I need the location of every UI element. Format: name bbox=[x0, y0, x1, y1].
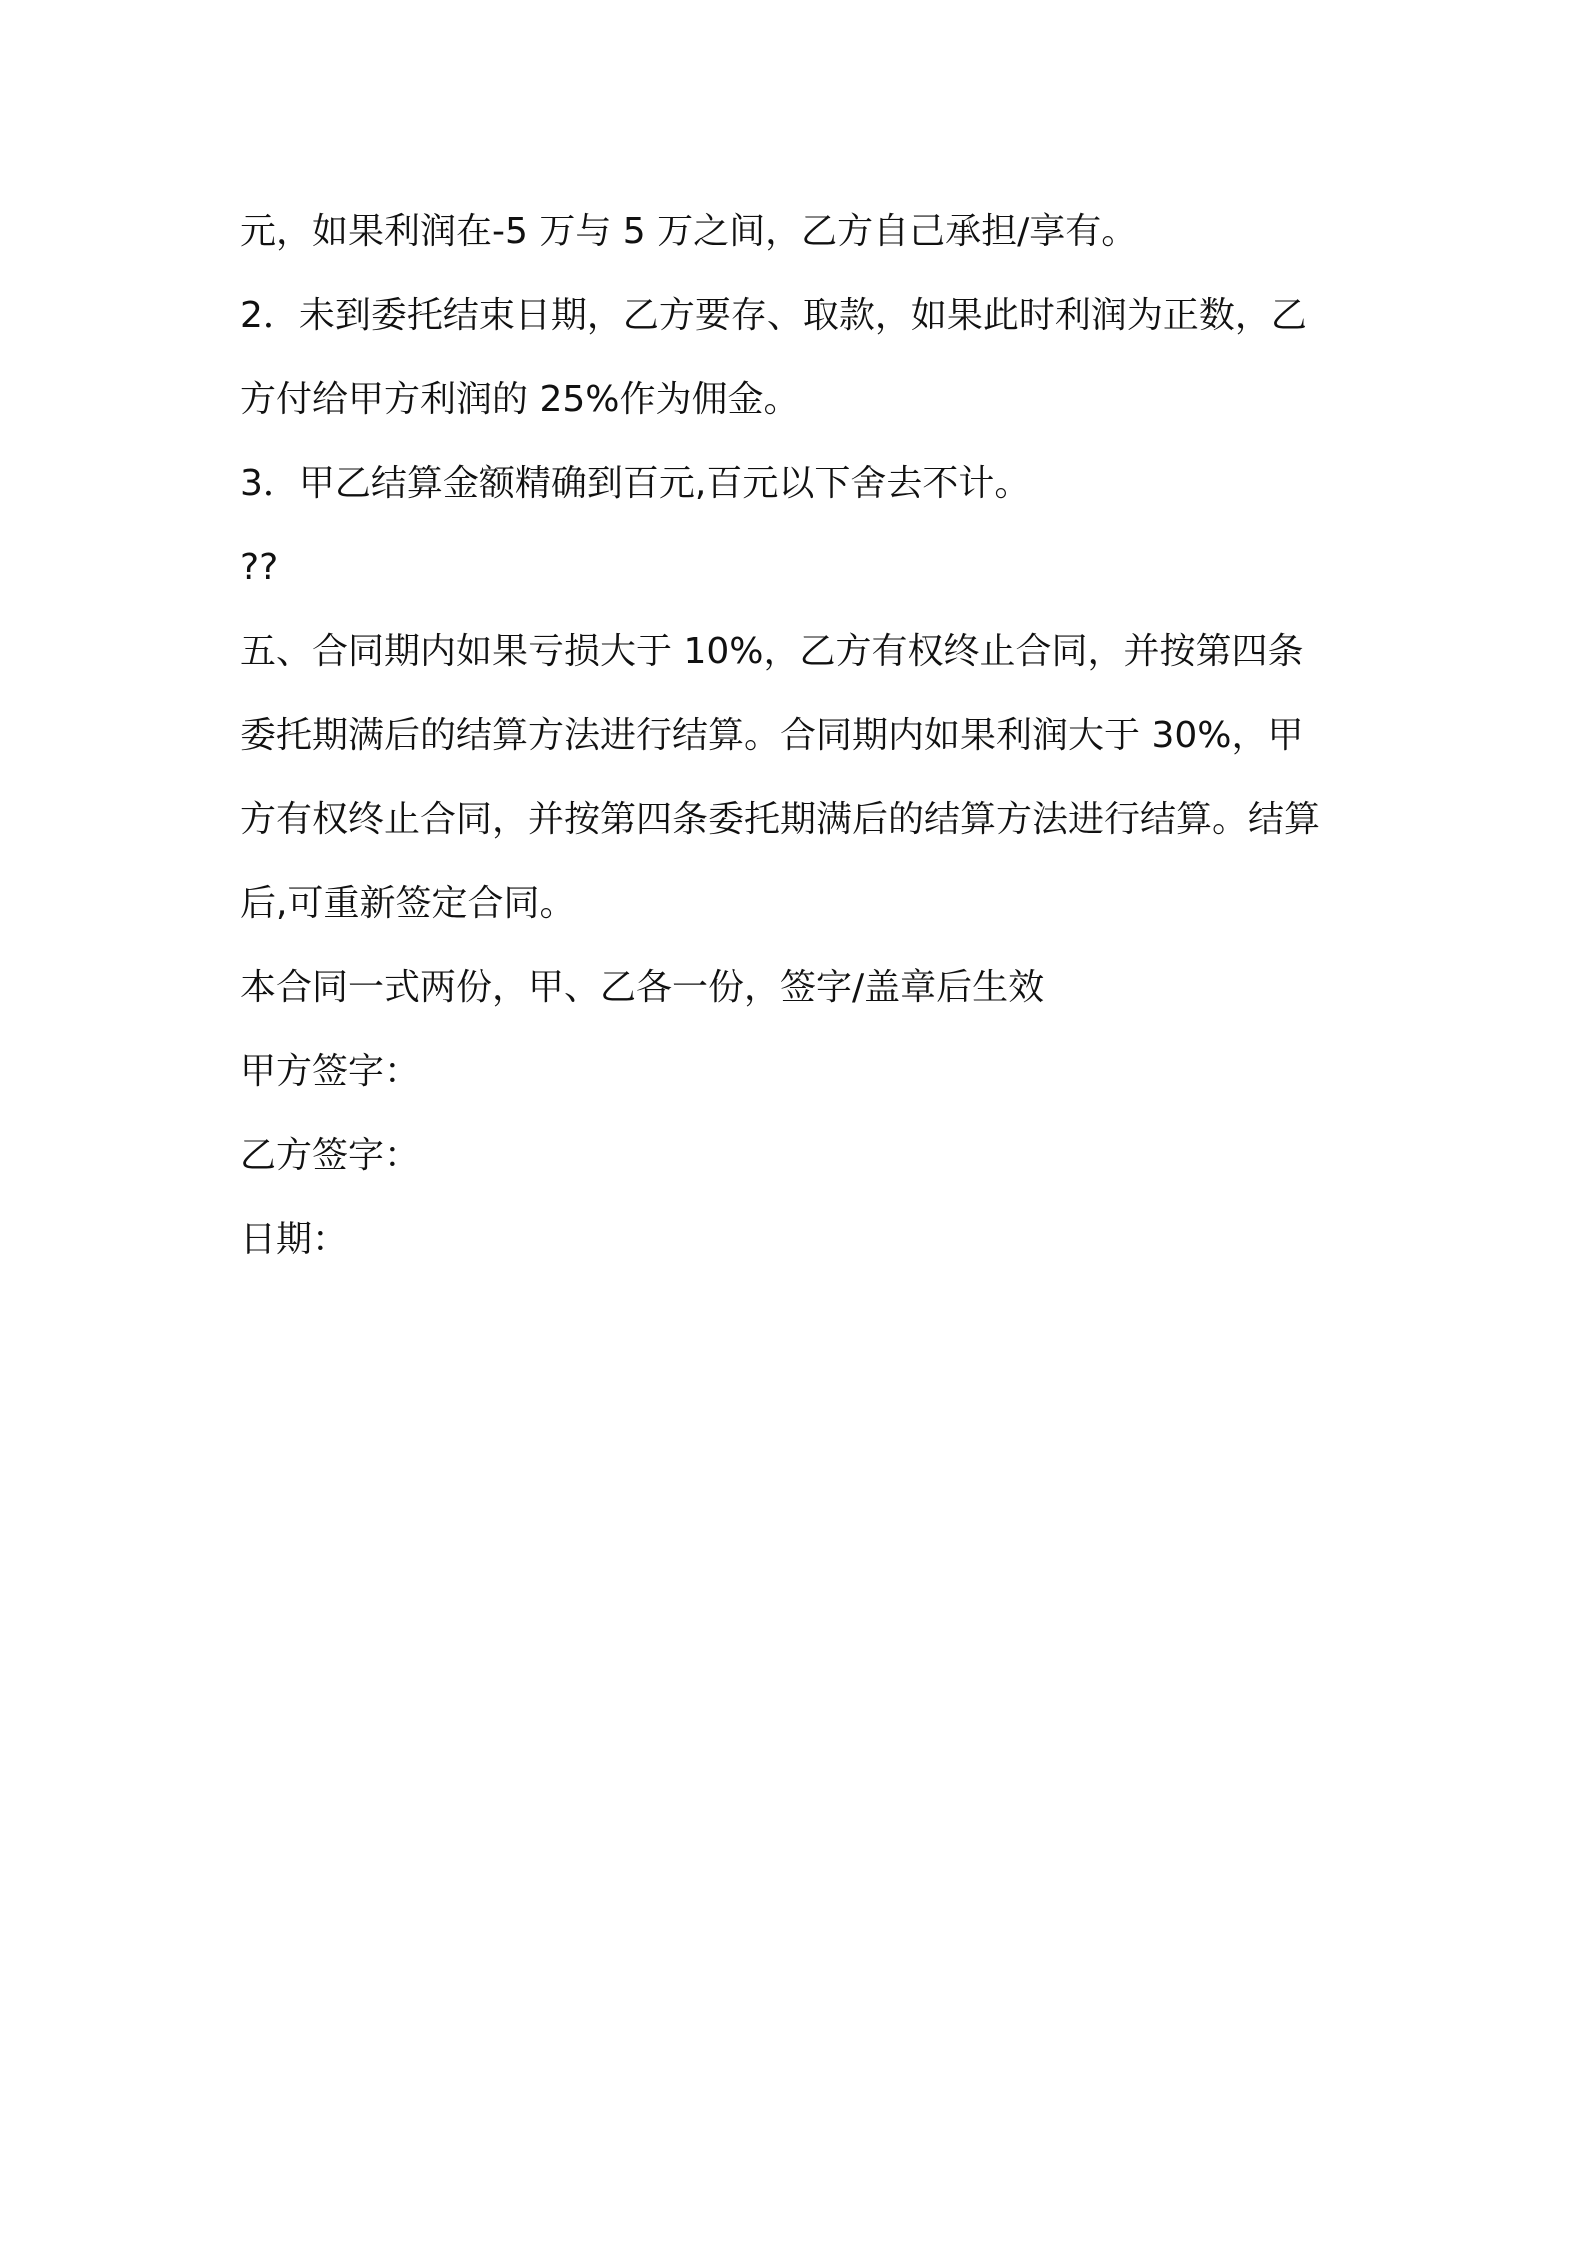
party-b-signature-label: 乙方签字： bbox=[240, 1135, 421, 1176]
clause-4-item-2-line-2: 方付给甲方利润的 25%作为佣金。 bbox=[240, 379, 800, 420]
placeholder-marks: ?? bbox=[240, 547, 279, 588]
copies-statement: 本合同一式两份，甲、乙各一份，签字/盖章后生效 bbox=[240, 967, 1045, 1008]
date-label: 日期： bbox=[240, 1219, 349, 1260]
clause-5-line-4: 后,可重新签定合同。 bbox=[240, 883, 576, 924]
clause-5-line-1: 五、合同期内如果亏损大于 10%，乙方有权终止合同，并按第四条 bbox=[240, 631, 1304, 672]
party-a-signature-label: 甲方签字： bbox=[240, 1051, 421, 1092]
clause-4-item-3: 3．甲乙结算金额精确到百元,百元以下舍去不计。 bbox=[240, 463, 1031, 504]
clause-5-line-3: 方有权终止合同，并按第四条委托期满后的结算方法进行结算。结算 bbox=[240, 799, 1321, 840]
document-body bbox=[240, 190, 1360, 1282]
clause-5-line-2: 委托期满后的结算方法进行结算。合同期内如果利润大于 30%，甲 bbox=[240, 715, 1304, 756]
clause-4-item-2-line-1: 2．未到委托结束日期，乙方要存、取款，如果此时利润为正数，乙 bbox=[240, 295, 1307, 336]
clause-4-settlement-range-line: 元，如果利润在-5 万与 5 万之间，乙方自己承担/享有。 bbox=[240, 211, 1138, 252]
